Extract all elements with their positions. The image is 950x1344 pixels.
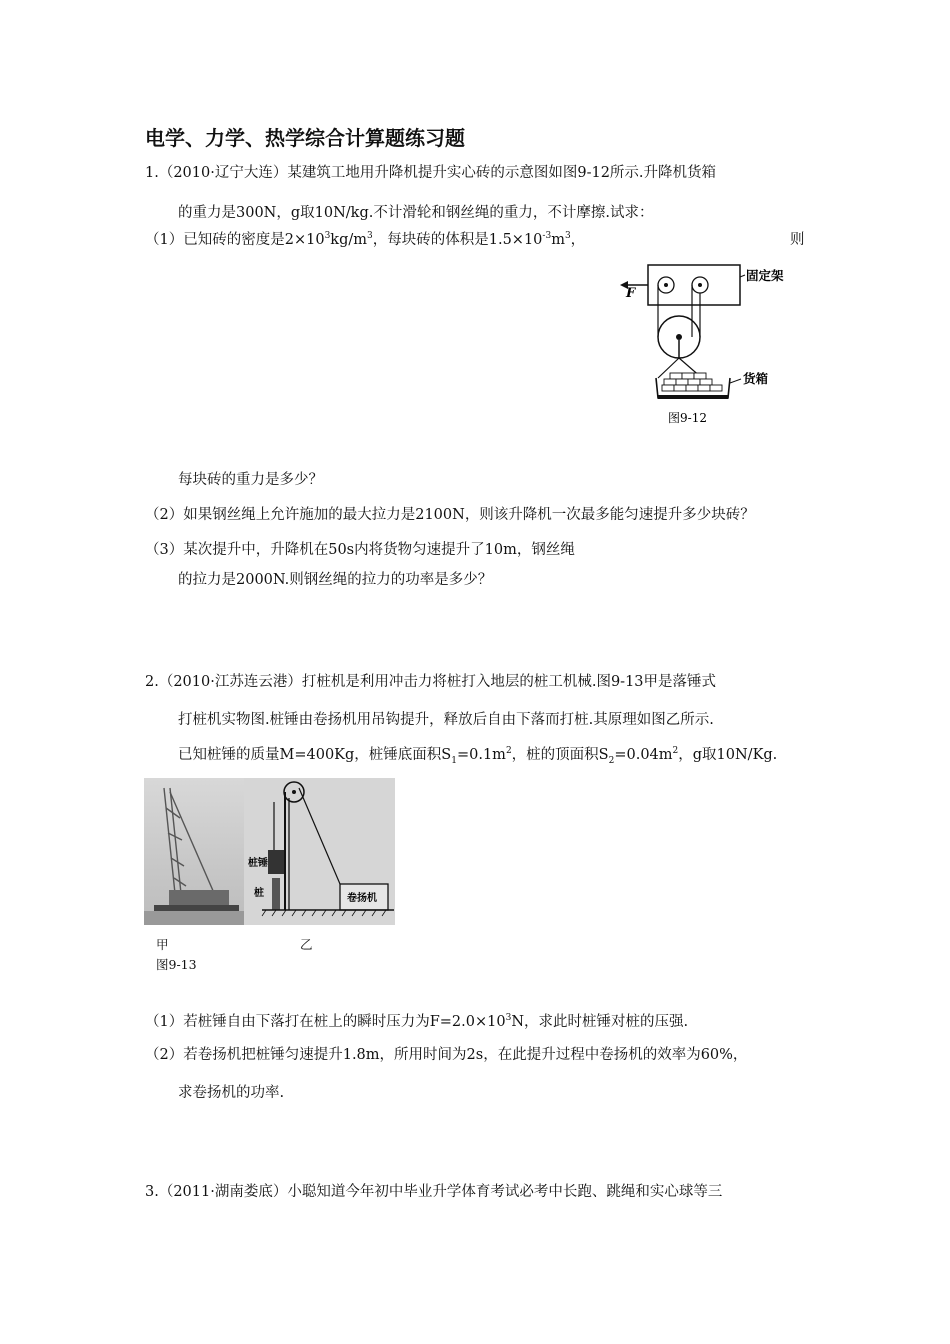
label-yi: 乙 xyxy=(300,937,313,952)
q2-line2: 打桩机实物图.桩锤由卷扬机用吊钩提升，释放后自由下落而打桩.其原理如图乙所示. xyxy=(178,712,714,728)
q1-part1: （1）已知砖的密度是$2\times 10^3kg/m^3$，每块砖的体积是$1.5\times 10^{-3}m^3$， xyxy=(145,231,586,248)
force-label: F xyxy=(626,286,636,301)
fig913-caption: 图9-13 xyxy=(156,957,197,972)
q3-line1: 3.（2011·湖南娄底）小聪知道今年初中毕业升学体育考试必考中长跑、跳绳和实心球等三 xyxy=(145,1184,723,1200)
q2-part2-b: 求卷扬机的功率. xyxy=(178,1085,285,1101)
hammer-label: 桩锤 xyxy=(248,858,268,869)
page-title: 电学、力学、热学综合计算题练习题 xyxy=(145,126,465,150)
winch-label: 卷扬机 xyxy=(347,893,377,904)
q1-line1: 1.（2010·辽宁大连）某建筑工地用升降机提升实心砖的示意图如图9-12所示.升降机货箱 xyxy=(145,165,717,181)
q2-line1: 2.（2010·江苏连云港）打桩机是利用冲击力将桩打入地层的桩工机械.图9-13甲是落锤式 xyxy=(145,674,717,690)
box-label: 货箱 xyxy=(743,371,769,386)
fixed-frame xyxy=(648,265,740,305)
pile-label: 桩 xyxy=(254,888,264,899)
frame-label: 固定架 xyxy=(746,268,784,283)
q1-part1-cont: 每块砖的重力是多少？ xyxy=(178,472,323,488)
q1-part3-b: 的拉力是2000N.则钢丝绳的拉力的功率是多少？ xyxy=(178,572,493,588)
fig912-caption: 图9-12 xyxy=(668,411,707,425)
q1-part2: （2）如果钢丝绳上允许施加的最大拉力是2100N，则该升降机一次最多能匀速提升多少块砖？ xyxy=(145,507,755,523)
q2-part2-a: （2）若卷扬机把桩锤匀速提升1.8m，所用时间为2s，在此提升过程中卷扬机的效率为60%， xyxy=(145,1047,748,1063)
pile-driver-figure xyxy=(144,778,395,925)
q1-part1-ze: 则 xyxy=(790,232,805,248)
pulley-diagram xyxy=(618,255,808,425)
q1-line2: 的重力是300N，g取10N/kg.不计滑轮和钢丝绳的重力，不计摩擦.试求： xyxy=(178,205,654,221)
q1-part3-a: （3）某次提升中，升降机在50s内将货物匀速提升了10m，钢丝绳 xyxy=(145,542,575,558)
bricks xyxy=(662,373,722,391)
q2-part1: （1）若桩锤自由下落打在桩上的瞬时压力为$F=2.0\times 10^3N$，求此时桩锤对桩的压强. xyxy=(145,1013,689,1030)
q2-line3: 已知桩锤的质量M=400Kg，桩锤底面积$S_1=0.1m^2$，桩的顶面积$S_2=0.04m^2$，g取10N/Kg. xyxy=(178,746,778,766)
hammer xyxy=(268,850,284,874)
pile xyxy=(272,878,280,910)
label-jia: 甲 xyxy=(156,937,169,952)
